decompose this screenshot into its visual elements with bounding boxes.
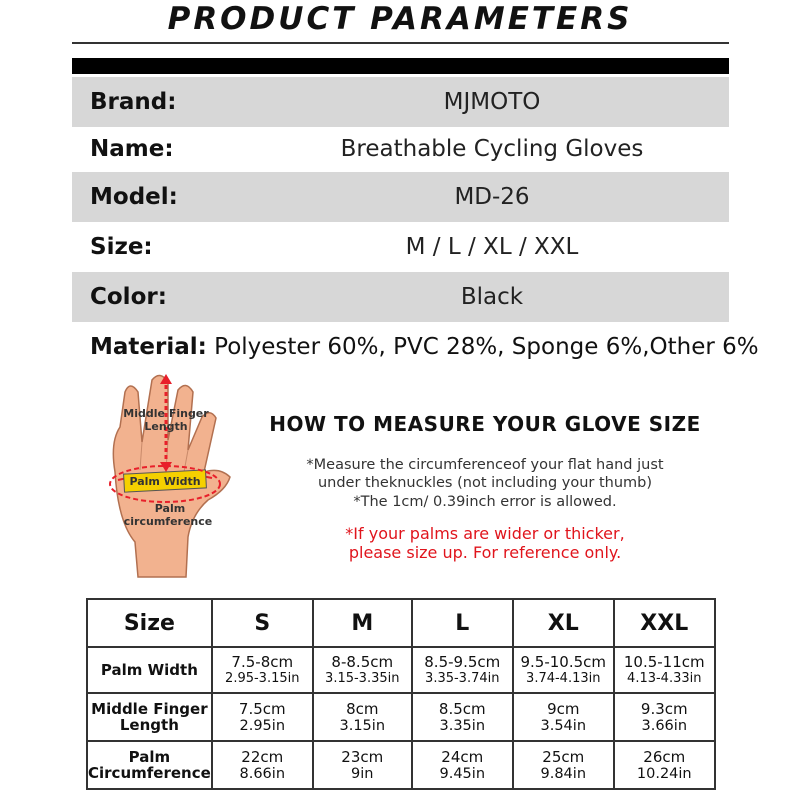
header-bar xyxy=(72,58,729,74)
cm-value: 7.5cm xyxy=(238,699,286,718)
inch-value: 3.15-3.35in xyxy=(325,670,400,686)
howto-title: HOW TO MEASURE YOUR GLOVE SIZE xyxy=(269,412,701,436)
cm-value: 25cm xyxy=(542,747,585,766)
param-row-brand xyxy=(72,77,729,127)
row-label-text: Palm Width xyxy=(100,661,198,679)
cm-value: 8.5cm xyxy=(438,699,486,718)
param-value: M / L / XL / XXL xyxy=(405,234,579,260)
table-cell xyxy=(313,741,412,789)
hand-diagram xyxy=(80,372,250,582)
size-header-cell: S xyxy=(212,599,313,647)
inch-value: 9.45in xyxy=(439,765,486,782)
size-table xyxy=(86,598,716,790)
cm-value: 22cm xyxy=(241,747,284,766)
cm-value: 9cm xyxy=(547,699,580,718)
table-row xyxy=(87,647,715,693)
size-header-cell: Size xyxy=(87,599,212,647)
palm-circ-label: Palm xyxy=(154,502,186,515)
param-row-name xyxy=(72,124,729,174)
table-cell xyxy=(412,647,513,693)
param-value: MJMOTO xyxy=(443,89,541,115)
param-value: Breathable Cycling Gloves xyxy=(340,136,644,162)
material-line xyxy=(90,327,759,367)
table-cell xyxy=(513,693,614,741)
material-label: Material: xyxy=(90,334,207,360)
table-cell xyxy=(513,741,614,789)
size-header-cell: L xyxy=(412,599,513,647)
param-label: Color: xyxy=(90,284,167,310)
inch-value: 4.13-4.33in xyxy=(627,670,702,686)
table-cell xyxy=(212,647,313,693)
material-value: Polyester 60%, PVC 28%, Sponge 6%,Other 6% xyxy=(214,334,759,360)
cm-value: 9.3cm xyxy=(640,699,688,718)
row-label-text-2: Length xyxy=(119,716,179,734)
table-cell xyxy=(313,647,412,693)
inch-value: 8.66in xyxy=(239,765,286,782)
table-cell xyxy=(614,693,715,741)
row-label-text-2: Circumference xyxy=(88,764,211,782)
inch-value: 3.66in xyxy=(641,717,688,734)
table-cell xyxy=(412,741,513,789)
param-value: MD-26 xyxy=(454,184,530,210)
cm-value: 9.5-10.5cm xyxy=(520,652,607,671)
inch-value: 2.95-3.15in xyxy=(225,670,300,686)
row-label xyxy=(87,693,212,741)
row-label-text: Middle Finger xyxy=(91,700,208,718)
howto-warning-1: *If your palms are wider or thicker, xyxy=(345,524,625,543)
inch-value: 9in xyxy=(351,765,374,782)
cm-value: 26cm xyxy=(643,747,686,766)
palm-circ-label-2: circumference xyxy=(123,515,213,528)
table-row xyxy=(87,741,715,789)
row-label-text: Palm xyxy=(128,748,171,766)
row-label xyxy=(87,741,212,789)
howto-line-3: *The 1cm/ 0.39inch error is allowed. xyxy=(353,494,617,510)
howto-line-2: under theknuckles (not including your thumb) xyxy=(317,475,653,491)
table-row xyxy=(87,693,715,741)
inch-value: 10.24in xyxy=(636,765,692,782)
param-label: Size: xyxy=(90,234,153,260)
param-row-size xyxy=(72,222,729,272)
inch-value: 3.74-4.13in xyxy=(526,670,601,686)
howto-warning-2: please size up. For reference only. xyxy=(348,543,622,562)
row-label xyxy=(87,647,212,693)
table-cell xyxy=(412,693,513,741)
size-header-cell: XL xyxy=(513,599,614,647)
hand-icon xyxy=(80,372,250,582)
size-header-cell: M xyxy=(313,599,412,647)
inch-value: 3.54in xyxy=(540,717,587,734)
middle-finger-label-2: Length xyxy=(144,420,188,433)
size-header-row xyxy=(87,599,715,647)
inch-value: 3.35-3.74in xyxy=(425,670,500,686)
inch-value: 2.95in xyxy=(239,717,286,734)
table-cell xyxy=(614,741,715,789)
title-divider xyxy=(72,42,729,44)
inch-value: 9.84in xyxy=(540,765,587,782)
inch-value: 3.15in xyxy=(339,717,386,734)
cm-value: 8.5-9.5cm xyxy=(424,652,501,671)
table-cell xyxy=(212,741,313,789)
param-row-color xyxy=(72,272,729,322)
param-row-model xyxy=(72,172,729,222)
page-title: PRODUCT PARAMETERS xyxy=(167,1,633,37)
table-cell xyxy=(313,693,412,741)
table-cell xyxy=(614,647,715,693)
cm-value: 23cm xyxy=(341,747,384,766)
param-label: Name: xyxy=(90,136,174,162)
cm-value: 8-8.5cm xyxy=(331,652,394,671)
table-cell xyxy=(513,647,614,693)
size-header-cell: XXL xyxy=(614,599,715,647)
cm-value: 8cm xyxy=(346,699,379,718)
table-cell xyxy=(212,693,313,741)
howto-line-1: *Measure the circumferenceof your flat hand just xyxy=(306,457,664,473)
cm-value: 7.5-8cm xyxy=(231,652,294,671)
inch-value: 3.35in xyxy=(439,717,486,734)
param-label: Model: xyxy=(90,184,178,210)
param-value: Black xyxy=(460,284,524,310)
middle-finger-label: Middle Finger xyxy=(123,407,209,420)
cm-value: 24cm xyxy=(441,747,484,766)
cm-value: 10.5-11cm xyxy=(623,652,705,671)
palm-width-label: Palm Width xyxy=(129,475,201,488)
param-label: Brand: xyxy=(90,89,177,115)
